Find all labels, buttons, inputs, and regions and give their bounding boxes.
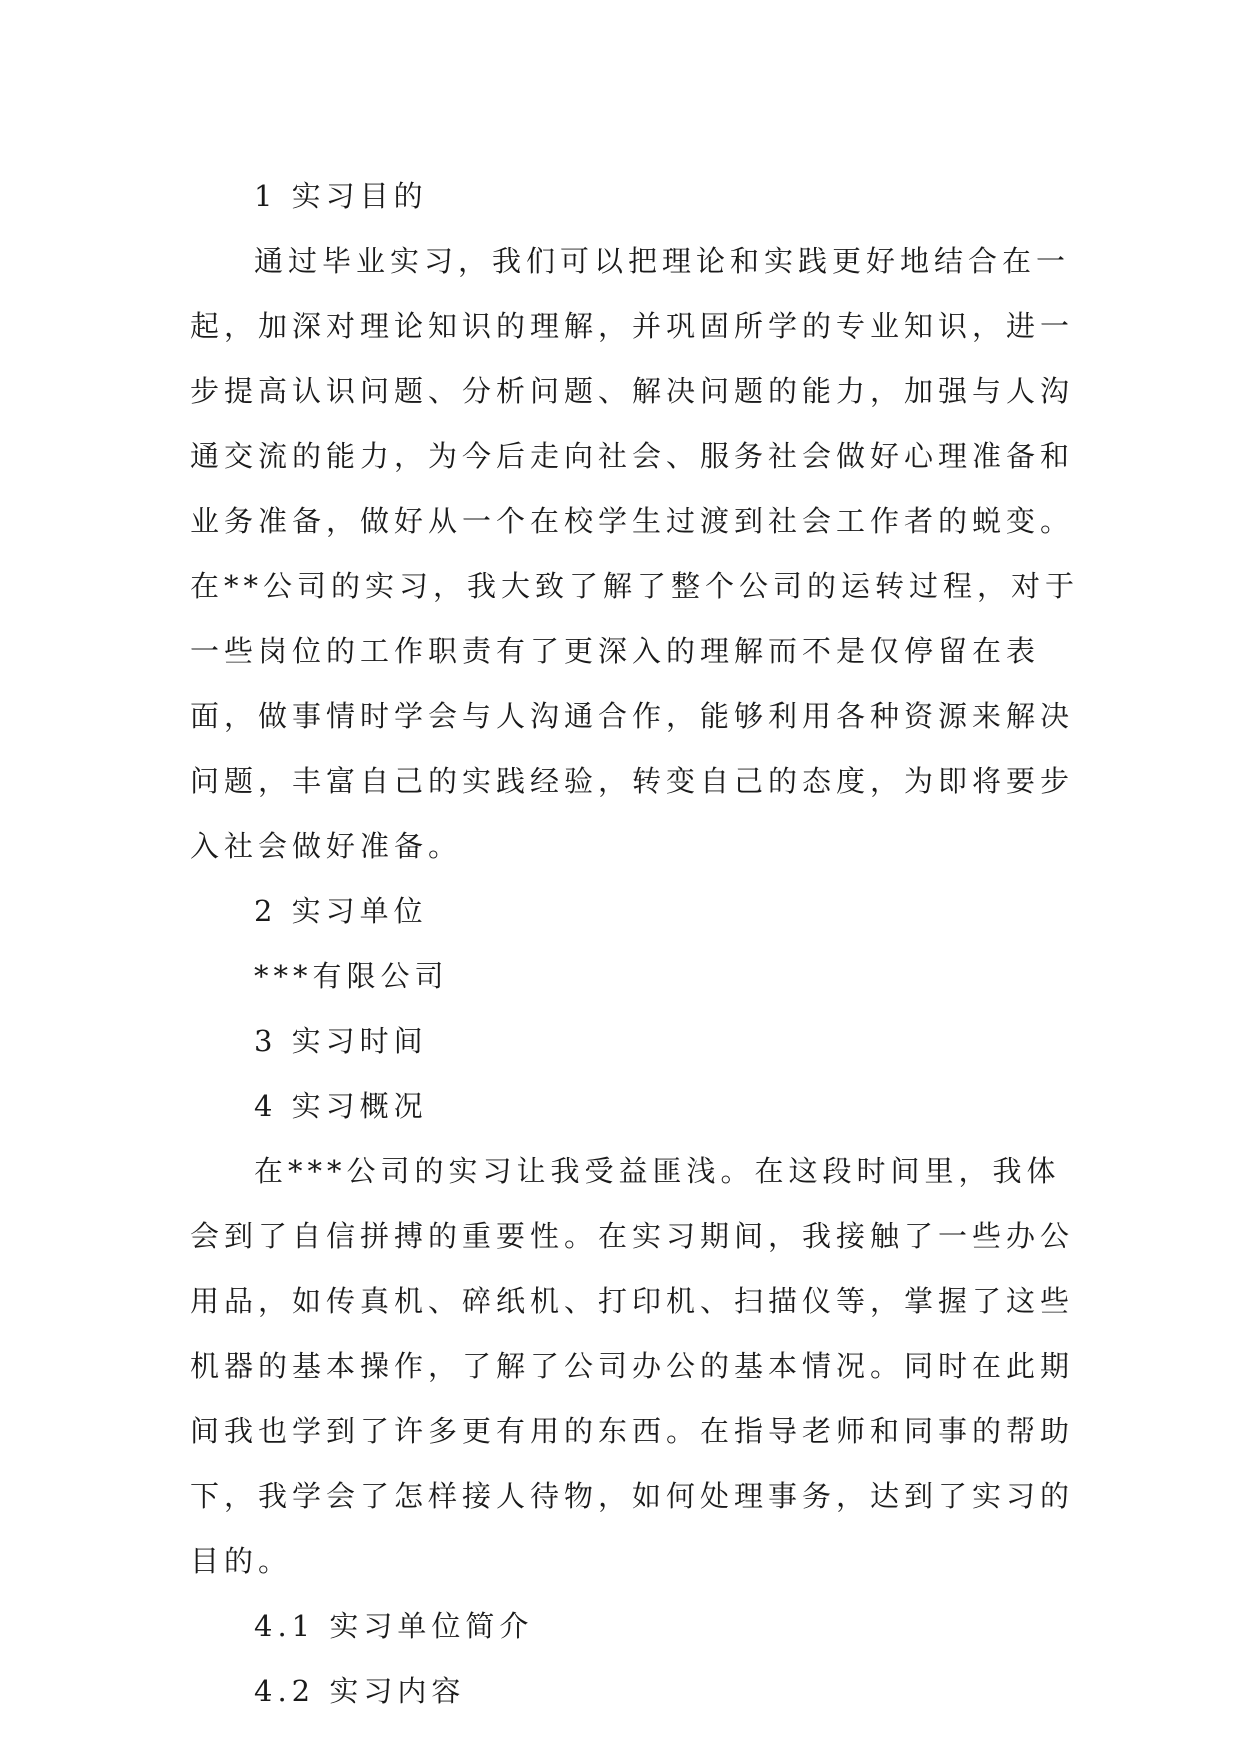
paragraph-line: 通交流的能力，为今后走向社会、服务社会做好心理准备和	[190, 439, 1075, 473]
heading-internship-content: 4.2 实习内容	[254, 1674, 466, 1708]
document-page	[190, 164, 1080, 1724]
paragraph-line: 目的。	[190, 1544, 293, 1578]
paragraph-line: 入社会做好准备。	[190, 829, 463, 863]
heading-internship-unit: 2 实习单位	[254, 894, 428, 928]
paragraph-line: 在**公司的实习，我大致了解了整个公司的运转过程，对于	[190, 569, 1080, 603]
heading-internship-purpose: 1 实习目的	[254, 179, 428, 213]
paragraph-line: 下，我学会了怎样接人待物，如何处理事务，达到了实习的	[190, 1479, 1075, 1513]
heading-internship-time: 3 实习时间	[254, 1024, 428, 1058]
heading-internship-overview: 4 实习概况	[254, 1089, 428, 1123]
paragraph-line: 一些岗位的工作职责有了更深入的理解而不是仅停留在表	[190, 634, 1041, 668]
paragraph-line: 通过毕业实习，我们可以把理论和实践更好地结合在一	[254, 244, 1071, 278]
paragraph-line: 在***公司的实习让我受益匪浅。在这段时间里，我体	[254, 1154, 1061, 1188]
paragraph-line: 机器的基本操作，了解了公司办公的基本情况。同时在此期	[190, 1349, 1075, 1383]
company-name: ***有限公司	[254, 959, 449, 993]
paragraph-line: 起，加深对理论知识的理解，并巩固所学的专业知识，进一	[190, 309, 1075, 343]
paragraph-line: 问题，丰富自己的实践经验，转变自己的态度，为即将要步	[190, 764, 1075, 798]
heading-unit-introduction: 4.1 实习单位简介	[254, 1609, 534, 1643]
paragraph-line: 业务准备，做好从一个在校学生过渡到社会工作者的蜕变。	[190, 504, 1075, 538]
paragraph-line: 面，做事情时学会与人沟通合作，能够利用各种资源来解决	[190, 699, 1075, 733]
paragraph-line: 间我也学到了许多更有用的东西。在指导老师和同事的帮助	[190, 1414, 1075, 1448]
paragraph-line: 用品，如传真机、碎纸机、打印机、扫描仪等，掌握了这些	[190, 1284, 1075, 1318]
paragraph-line: 步提高认识问题、分析问题、解决问题的能力，加强与人沟	[190, 374, 1075, 408]
paragraph-line: 会到了自信拼搏的重要性。在实习期间，我接触了一些办公	[190, 1219, 1075, 1253]
